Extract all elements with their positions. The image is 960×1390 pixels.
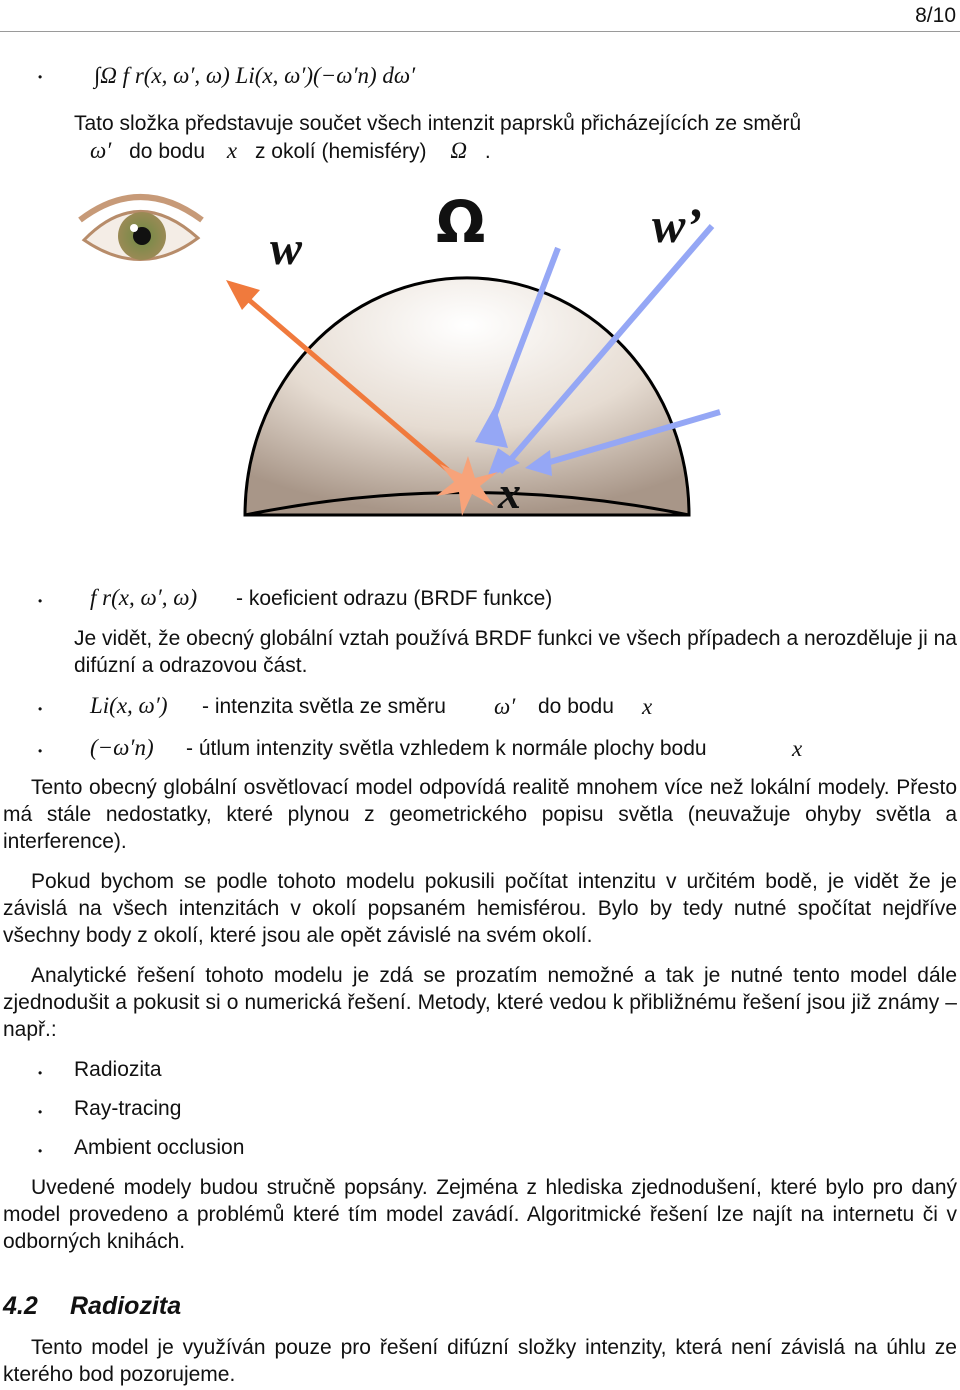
section-title: Radiozita [70,1292,182,1320]
omega-prime-symbol: ω′ [90,138,112,163]
hemisphere-figure [70,180,730,540]
page-number: 8/10 [915,4,956,27]
section-heading [3,1293,181,1320]
section-number: 4.2 [3,1292,38,1320]
label-w-prime: w’ [652,197,702,253]
integral-description: Tato složka představuje součet všech intenzit paprsků přicházejících ze směrů [74,112,802,135]
bullet-dot: • [38,744,43,758]
bullet-dot: • [38,1105,43,1119]
list-item-radiozita: Radiozita [74,1058,162,1081]
header-rule [0,31,960,32]
cos-label: - útlum intenzity světla vzhledem k normále plochy bodu [186,737,707,760]
list-item-ambient-occlusion: Ambient occlusion [74,1136,245,1159]
period: . [484,140,491,163]
bullet-dot: • [38,70,43,84]
label-w: w [270,222,303,275]
li-label: - intenzita světla ze směru [202,695,446,718]
label-omega: Ω [436,188,486,256]
paragraph-2: Pokud bychom se podle tohoto modelu pokusili počítat intenzitu v určitém bodě, je vidět že je závislá na všech intenzitách v okolí popsaném hemisférou. Bylo by tedy nutné spočítat nejdříve všechny body z okolí, které jsou ale opět závislé na svém okolí. [3,870,957,947]
text-do-bodu: do bodu [129,140,206,163]
cos-x-symbol: x [792,736,803,761]
x-symbol: x [226,138,238,163]
brdf-formula: f r(x, ω′, ω) [90,585,198,610]
paragraph-1: Tento obecný globální osvětlovací model odpovídá realitě mnohem více než lokální modely. Přesto má stále nedostatky, které plynou z geometrického popisu světla (neuvažuje ohyby světla a interference). [3,776,957,853]
list-item-ray-tracing: Ray-tracing [74,1097,182,1120]
brdf-label: - koeficient odrazu (BRDF funkce) [236,587,553,610]
section-body: Tento model je využíván pouze pro řešení difúzní složky intenzity, která není závislá na úhlu ze kterého bod pozorujeme. [3,1336,957,1386]
li-formula: Li(x, ω′) [90,693,168,718]
bullet-dot: • [38,1144,43,1158]
text-okoli: z okolí (hemisféry) [254,140,427,163]
eye-icon [80,197,202,260]
brdf-description: Je vidět, že obecný globální vztah používá BRDF funkci ve všech případech a nerozděluje ji na difúzní a odrazovou část. [74,627,957,677]
paragraph-4: Uvedené modely budou stručně popsány. Zejména z hlediska zjednodušení, které bylo pro daný model provedeno a problémů které tím model zavádí. Algoritmické řešení lze najít na internetu či v odborných knihách. [3,1176,957,1253]
li-do-bodu: do bodu [538,695,614,718]
label-x: x [498,467,521,518]
integral-description-line2 [90,137,491,165]
bullet-dot: • [38,702,43,716]
bullet-dot: • [38,1066,43,1080]
bullet-dot: • [38,594,43,608]
paragraph-3: Analytické řešení tohoto modelu je zdá se prozatím nemožné a tak je nutné tento model dále zjednodušit a pokusit si o numerická řešení. Metody, které vedou k přibližnému řešení jsou již známy – např.: [3,964,957,1041]
li-omega-symbol: ω′ [494,694,516,719]
li-x-symbol: x [642,694,653,719]
integral-formula: ∫Ω f r(x, ω′, ω) Li(x, ω′)(−ω′n) dω′ [94,63,416,88]
omega-symbol: Ω [450,138,467,163]
cos-formula: (−ω′n) [90,735,154,760]
